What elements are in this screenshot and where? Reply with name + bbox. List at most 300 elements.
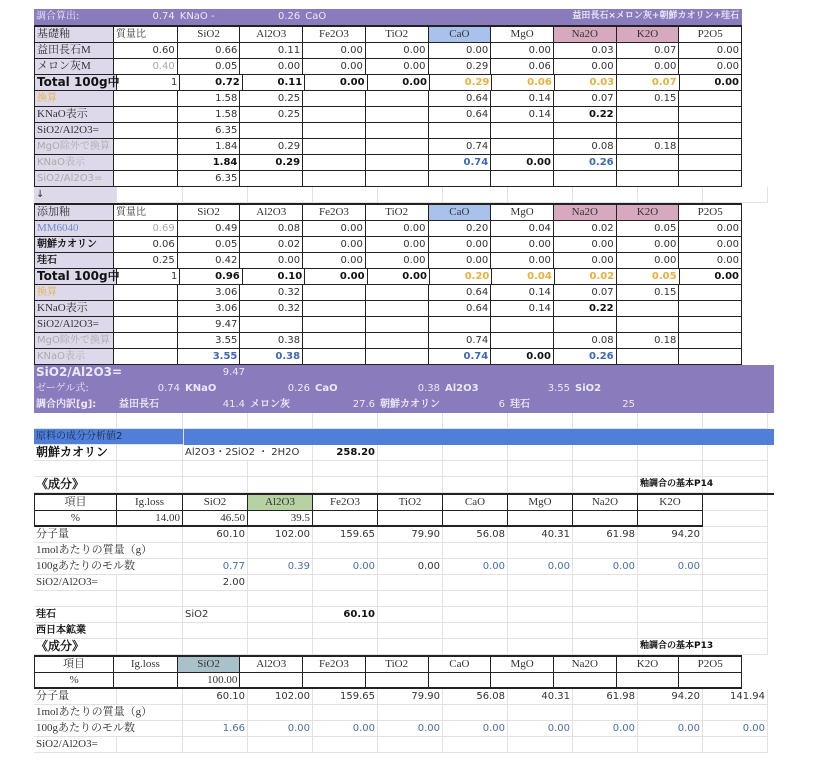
ratio-value[interactable]: 2.00 <box>183 575 248 591</box>
empty-cell[interactable] <box>443 591 508 607</box>
added-ratio-ratio[interactable] <box>114 317 178 333</box>
value[interactable]: 159.65 <box>313 689 378 705</box>
seger-key[interactable]: SiO2 <box>575 383 602 394</box>
empty-cell[interactable] <box>573 543 638 559</box>
summary-ratio-value[interactable]: 9.47 <box>222 367 245 378</box>
empty-cell[interactable] <box>443 543 508 559</box>
value[interactable]: 61.98 <box>573 689 638 705</box>
base-ratio-value[interactable]: 6.35 <box>178 123 241 139</box>
base-knao-ratio[interactable] <box>114 107 178 123</box>
column-header-na2o[interactable]: Na2O <box>554 205 617 221</box>
table2-pct[interactable] <box>366 673 429 689</box>
seibun-label[interactable]: 《成分》 <box>34 639 117 655</box>
empty-cell[interactable] <box>703 187 768 203</box>
base-ratio-value[interactable] <box>366 123 429 139</box>
table2-pct[interactable] <box>554 673 617 689</box>
value[interactable]: 56.08 <box>443 689 508 705</box>
added-total-value[interactable]: 0.00 <box>680 269 742 285</box>
empty-cell[interactable] <box>313 461 378 477</box>
base-ratio2-value[interactable] <box>679 171 742 187</box>
base-knao2-value[interactable] <box>617 155 680 171</box>
empty-cell[interactable] <box>34 413 117 429</box>
seger-value[interactable]: 0.26 <box>287 383 310 394</box>
table1-header[interactable]: TiO2 <box>378 495 443 511</box>
ratio-label[interactable]: SiO2/Al2O3= <box>34 737 117 753</box>
empty-cell[interactable] <box>638 445 703 461</box>
empty-cell[interactable] <box>117 591 183 607</box>
base-title[interactable]: 基礎釉 <box>34 27 114 43</box>
empty-cell[interactable] <box>378 445 443 461</box>
base-material-value[interactable]: 0.00 <box>679 59 742 75</box>
added-ratio-value[interactable] <box>240 317 303 333</box>
empty-cell[interactable] <box>183 413 248 429</box>
added-material-value[interactable]: 0.49 <box>178 221 241 237</box>
column-header-p2o5[interactable]: P2O5 <box>679 27 742 43</box>
empty-cell[interactable] <box>117 639 183 655</box>
column-header-k2o[interactable]: K2O <box>617 205 680 221</box>
added-kansan-value[interactable]: 0.15 <box>617 285 680 301</box>
empty-cell[interactable] <box>117 477 183 493</box>
base-mgo-value[interactable]: 0.29 <box>240 139 303 155</box>
added-material-value[interactable]: 0.00 <box>303 253 366 269</box>
base-mgo-value[interactable]: 0.74 <box>429 139 492 155</box>
table2-pct[interactable] <box>679 673 742 689</box>
mol-label[interactable]: 100gあたりのモル数 <box>34 721 183 737</box>
empty-cell[interactable] <box>508 445 573 461</box>
base-material-value[interactable]: 0.66 <box>178 43 241 59</box>
added-material-value[interactable]: 0.05 <box>178 237 241 253</box>
kaolin-formula[interactable]: Al2O3・2SiO2 ・ 2H2O <box>183 445 313 461</box>
added-kansan-value[interactable]: 0.07 <box>554 285 617 301</box>
added-material-value[interactable]: 0.04 <box>491 221 554 237</box>
base-material-value[interactable]: 0.06 <box>491 59 554 75</box>
empty-cell[interactable] <box>378 575 443 591</box>
base-material-label[interactable]: 益田長石M <box>34 43 114 59</box>
empty-cell[interactable] <box>703 575 768 591</box>
value[interactable]: 102.00 <box>248 527 313 543</box>
column-header-sio2[interactable]: SiO2 <box>178 205 241 221</box>
table1-header[interactable]: Fe2O3 <box>313 495 378 511</box>
empty-cell[interactable] <box>573 461 638 477</box>
base-ratio-value[interactable] <box>491 123 554 139</box>
added-material-value[interactable]: 0.00 <box>679 253 742 269</box>
base-knao2-value[interactable]: 0.74 <box>429 155 492 171</box>
added-material-value[interactable]: 0.00 <box>679 221 742 237</box>
empty-cell[interactable] <box>703 607 768 623</box>
base-knao2-value[interactable] <box>366 155 429 171</box>
keiseki-mw[interactable]: 60.10 <box>313 607 378 623</box>
added-material-label[interactable]: 珪石 <box>34 253 114 269</box>
base-material-label[interactable]: メロン灰M <box>34 59 114 75</box>
base-ratio2-label[interactable]: SiO2/Al2O3= <box>34 171 114 187</box>
added-title[interactable]: 添加釉 <box>34 205 114 221</box>
table1-header[interactable]: CaO <box>443 495 508 511</box>
value[interactable]: 0.39 <box>248 559 313 575</box>
added-mgo-value[interactable]: 0.38 <box>240 333 303 349</box>
column-header-k2o[interactable]: K2O <box>617 27 680 43</box>
added-knao-value[interactable]: 3.06 <box>178 301 241 317</box>
empty-cell[interactable] <box>638 623 703 639</box>
empty-cell[interactable] <box>638 705 703 721</box>
empty-cell[interactable] <box>508 705 573 721</box>
value[interactable]: 0.00 <box>703 721 768 737</box>
column-header-sio2[interactable]: SiO2 <box>178 27 241 43</box>
added-total-ratio[interactable]: 1 <box>117 269 180 285</box>
base-knao2-value[interactable] <box>679 155 742 171</box>
empty-cell[interactable] <box>378 591 443 607</box>
empty-cell[interactable] <box>117 413 183 429</box>
column-header-cao[interactable]: CaO <box>429 205 492 221</box>
value[interactable]: 0.00 <box>378 559 443 575</box>
base-total-value[interactable]: 0.29 <box>430 75 492 91</box>
recipe-material[interactable]: 益田長石 <box>119 399 159 410</box>
added-mgo-value[interactable]: 0.08 <box>554 333 617 349</box>
added-material-ratio[interactable]: 0.25 <box>114 253 178 269</box>
header-key-2[interactable]: CaO <box>305 11 327 22</box>
table1-header[interactable]: Ig.loss <box>117 495 183 511</box>
base-material-value[interactable]: 0.29 <box>429 59 492 75</box>
value[interactable]: 0.00 <box>443 721 508 737</box>
table1-pct[interactable] <box>573 511 638 527</box>
value[interactable]: 40.31 <box>508 689 573 705</box>
empty-cell[interactable] <box>378 477 443 493</box>
mass-label[interactable]: 1molあたりの質量（g） <box>34 543 183 559</box>
empty-cell[interactable] <box>508 737 573 753</box>
table1-pct[interactable] <box>378 511 443 527</box>
base-material-value[interactable]: 0.03 <box>554 43 617 59</box>
table2-pct[interactable]: % <box>34 673 114 689</box>
base-ratio-value[interactable] <box>429 123 492 139</box>
table2-header[interactable]: MgO <box>491 657 554 673</box>
header-title[interactable]: 調合算出: <box>36 11 80 22</box>
value[interactable] <box>117 527 183 543</box>
empty-cell[interactable] <box>248 623 313 639</box>
base-material-value[interactable]: 0.00 <box>303 59 366 75</box>
added-knao-value[interactable]: 0.22 <box>554 301 617 317</box>
base-ratio2-value[interactable]: 6.35 <box>178 171 241 187</box>
empty-cell[interactable] <box>638 381 703 397</box>
table2-header[interactable]: CaO <box>429 657 492 673</box>
empty-cell[interactable] <box>248 477 313 493</box>
added-ratio-value[interactable] <box>491 317 554 333</box>
base-knao2-value[interactable]: 0.26 <box>554 155 617 171</box>
reference-p13[interactable]: 釉調合の基本P13 <box>638 639 703 655</box>
base-ratio-value[interactable] <box>679 123 742 139</box>
base-mgo-value[interactable]: 0.18 <box>617 139 680 155</box>
table1-header[interactable]: MgO <box>508 495 573 511</box>
added-material-value[interactable]: 0.08 <box>240 221 303 237</box>
empty-cell[interactable] <box>638 187 703 203</box>
added-knao-value[interactable] <box>303 301 366 317</box>
empty-cell[interactable] <box>573 365 638 381</box>
value[interactable]: 0.00 <box>573 559 638 575</box>
empty-cell[interactable] <box>378 607 443 623</box>
table2-header[interactable]: K2O <box>617 657 680 673</box>
empty-cell[interactable] <box>443 445 508 461</box>
empty-cell[interactable] <box>443 607 508 623</box>
base-ratio-ratio[interactable] <box>114 123 178 139</box>
table1-pct[interactable] <box>443 511 508 527</box>
added-total-label[interactable]: Total 100g中 <box>34 269 117 285</box>
base-kansan-value[interactable]: 0.25 <box>240 91 303 107</box>
added-material-value[interactable]: 0.00 <box>491 237 554 253</box>
base-knao2-value[interactable] <box>303 155 366 171</box>
empty-cell[interactable] <box>34 461 117 477</box>
empty-cell[interactable] <box>183 591 248 607</box>
base-ratio2-value[interactable] <box>554 171 617 187</box>
seger-value[interactable]: 0.74 <box>157 383 180 394</box>
added-material-value[interactable]: 0.00 <box>240 253 303 269</box>
column-header-na2o[interactable]: Na2O <box>554 27 617 43</box>
base-total-ratio[interactable]: 1 <box>117 75 180 91</box>
added-total-value[interactable]: 0.96 <box>180 269 242 285</box>
added-knao2-value[interactable]: 0.38 <box>240 349 303 365</box>
table1-header[interactable]: 項目 <box>34 495 117 511</box>
empty-cell[interactable] <box>313 623 378 639</box>
empty-cell[interactable] <box>703 495 768 511</box>
added-knao-value[interactable] <box>617 301 680 317</box>
empty-cell[interactable] <box>573 737 638 753</box>
seibun-label[interactable]: 《成分》 <box>34 477 117 493</box>
seger-key[interactable]: CaO <box>315 383 338 394</box>
header-value-2[interactable]: 0.26 <box>277 11 301 22</box>
base-kansan-value[interactable] <box>679 91 742 107</box>
added-material-value[interactable]: 0.00 <box>366 253 429 269</box>
base-knao2-ratio[interactable] <box>114 155 178 171</box>
added-mgo-value[interactable]: 0.18 <box>617 333 680 349</box>
base-ratio2-value[interactable] <box>617 171 680 187</box>
value[interactable]: 61.98 <box>573 527 638 543</box>
added-material-ratio[interactable]: 0.06 <box>114 237 178 253</box>
column-header-fe2o3[interactable]: Fe2O3 <box>303 205 366 221</box>
column-header-fe2o3[interactable]: Fe2O3 <box>303 27 366 43</box>
added-knao2-ratio[interactable] <box>114 349 178 365</box>
table2-pct[interactable] <box>303 673 366 689</box>
added-material-value[interactable]: 0.00 <box>366 237 429 253</box>
base-mgo-value[interactable] <box>679 139 742 155</box>
base-total-value[interactable]: 0.07 <box>617 75 679 91</box>
row-label[interactable]: 分子量 <box>34 527 117 543</box>
seger-key[interactable]: Al2O3 <box>445 383 479 394</box>
empty-cell[interactable] <box>183 705 248 721</box>
empty-cell[interactable] <box>638 607 703 623</box>
base-knao-value[interactable]: 0.14 <box>491 107 554 123</box>
added-material-ratio[interactable]: 0.69 <box>114 221 178 237</box>
empty-cell[interactable] <box>491 9 554 25</box>
base-knao-label[interactable]: KNaO表示 <box>34 107 114 123</box>
base-material-value[interactable]: 0.00 <box>617 59 680 75</box>
empty-cell[interactable] <box>313 575 378 591</box>
table2-header[interactable]: Ig.loss <box>114 657 178 673</box>
empty-cell[interactable] <box>183 737 248 753</box>
added-material-label[interactable]: MM6040 <box>34 221 114 237</box>
base-material-value[interactable]: 0.00 <box>366 43 429 59</box>
table2-header[interactable]: Fe2O3 <box>303 657 366 673</box>
table2-pct[interactable] <box>491 673 554 689</box>
seger-value[interactable]: 0.38 <box>417 383 440 394</box>
empty-cell[interactable] <box>443 623 508 639</box>
empty-cell[interactable] <box>183 461 248 477</box>
table2-header[interactable]: Al2O3 <box>240 657 303 673</box>
value[interactable]: 94.20 <box>638 527 703 543</box>
table2-pct[interactable] <box>617 673 680 689</box>
table2-header[interactable]: P2O5 <box>679 657 742 673</box>
table1-header[interactable]: Al2O3 <box>248 495 313 511</box>
value[interactable]: 0.00 <box>378 721 443 737</box>
empty-cell[interactable] <box>378 413 443 429</box>
base-knao-value[interactable] <box>679 107 742 123</box>
empty-cell[interactable] <box>248 639 313 655</box>
empty-cell[interactable] <box>573 623 638 639</box>
added-knao-value[interactable]: 0.14 <box>491 301 554 317</box>
base-knao-value[interactable] <box>366 107 429 123</box>
empty-cell[interactable] <box>443 737 508 753</box>
empty-cell[interactable] <box>703 445 768 461</box>
empty-cell[interactable] <box>117 187 183 203</box>
value[interactable]: 1.66 <box>183 721 248 737</box>
empty-cell[interactable] <box>313 543 378 559</box>
added-mgo-value[interactable] <box>366 333 429 349</box>
base-knao2-value[interactable]: 0.29 <box>240 155 303 171</box>
base-total-value[interactable]: 0.00 <box>368 75 430 91</box>
column-header-p2o5[interactable]: P2O5 <box>679 205 742 221</box>
empty-cell[interactable] <box>703 559 768 575</box>
table1-pct[interactable] <box>638 511 703 527</box>
empty-cell[interactable] <box>703 623 768 639</box>
added-total-value[interactable]: 0.05 <box>617 269 679 285</box>
header-value-1[interactable]: 0.74 <box>152 11 175 22</box>
value[interactable]: 0.00 <box>638 559 703 575</box>
empty-cell[interactable] <box>703 591 768 607</box>
empty-cell[interactable] <box>638 397 703 413</box>
value[interactable]: 40.31 <box>508 527 573 543</box>
base-knao-value[interactable] <box>303 107 366 123</box>
reference-p14[interactable]: 釉調合の基本P14 <box>638 477 703 493</box>
empty-cell[interactable] <box>429 9 492 25</box>
base-material-ratio[interactable]: 0.60 <box>114 43 178 59</box>
empty-cell[interactable] <box>248 737 313 753</box>
base-knao2-value[interactable]: 1.84 <box>178 155 241 171</box>
table1-pct[interactable] <box>313 511 378 527</box>
table1-header[interactable]: Na2O <box>573 495 638 511</box>
added-knao-value[interactable] <box>679 301 742 317</box>
empty-cell[interactable] <box>703 477 768 493</box>
empty-cell[interactable] <box>703 381 768 397</box>
empty-cell[interactable] <box>443 639 508 655</box>
added-material-value[interactable]: 0.00 <box>429 237 492 253</box>
value[interactable]: 0.00 <box>313 721 378 737</box>
base-ratio-label[interactable]: SiO2/Al2O3= <box>34 123 114 139</box>
empty-cell[interactable] <box>313 591 378 607</box>
base-knao2-label[interactable]: KNaO表示 <box>34 155 114 171</box>
table2-pct[interactable]: 100.00 <box>178 673 241 689</box>
empty-cell[interactable] <box>573 705 638 721</box>
added-knao2-value[interactable]: 3.55 <box>178 349 241 365</box>
added-knao-value[interactable] <box>366 301 429 317</box>
empty-cell[interactable] <box>508 187 573 203</box>
header-key-1[interactable]: KNaO - <box>179 11 215 22</box>
empty-cell[interactable] <box>183 639 248 655</box>
value[interactable]: 141.94 <box>703 689 768 705</box>
value[interactable]: 79.90 <box>378 527 443 543</box>
empty-cell[interactable] <box>443 187 508 203</box>
recipe-amount[interactable]: 6 <box>498 399 505 410</box>
empty-cell[interactable] <box>573 413 638 429</box>
column-header-tio2[interactable]: TiO2 <box>366 205 429 221</box>
added-material-value[interactable]: 0.05 <box>617 221 680 237</box>
table1-header[interactable]: K2O <box>638 495 703 511</box>
base-ratio2-value[interactable] <box>429 171 492 187</box>
value[interactable]: 0.00 <box>508 721 573 737</box>
base-material-value[interactable]: 0.11 <box>240 43 303 59</box>
recipe-material[interactable]: 朝鮮カオリン <box>380 399 440 410</box>
added-knao2-value[interactable] <box>679 349 742 365</box>
empty-cell[interactable] <box>508 413 573 429</box>
value[interactable]: 0.00 <box>638 721 703 737</box>
empty-cell[interactable] <box>117 607 183 623</box>
table1-pct[interactable]: 14.00 <box>117 511 183 527</box>
base-ratio2-value[interactable] <box>366 171 429 187</box>
value[interactable]: 60.10 <box>183 689 248 705</box>
empty-cell[interactable] <box>703 639 768 655</box>
added-material-value[interactable]: 0.00 <box>617 237 680 253</box>
added-total-value[interactable]: 0.00 <box>368 269 430 285</box>
empty-cell[interactable] <box>638 461 703 477</box>
added-material-label[interactable]: 朝鮮カオリン <box>34 237 114 253</box>
column-header-tio2[interactable]: TiO2 <box>366 27 429 43</box>
added-total-value[interactable]: 0.20 <box>430 269 492 285</box>
table2-header[interactable]: SiO2 <box>178 657 241 673</box>
base-material-value[interactable]: 0.00 <box>679 43 742 59</box>
table2-header[interactable]: TiO2 <box>366 657 429 673</box>
base-knao-value[interactable]: 0.22 <box>554 107 617 123</box>
base-ratio-value[interactable] <box>617 123 680 139</box>
empty-cell[interactable] <box>313 365 378 381</box>
empty-cell[interactable] <box>703 511 768 527</box>
table1-pct[interactable]: 46.50 <box>183 511 248 527</box>
added-material-value[interactable]: 0.00 <box>554 253 617 269</box>
table2-pct[interactable] <box>240 673 303 689</box>
value[interactable]: 79.90 <box>378 689 443 705</box>
ratio-header[interactable]: 質量比 <box>114 205 178 221</box>
empty-cell[interactable] <box>313 705 378 721</box>
column-header-mgo[interactable]: MgO <box>491 205 554 221</box>
empty-cell[interactable] <box>378 639 443 655</box>
empty-cell[interactable] <box>117 623 183 639</box>
empty-cell[interactable] <box>638 543 703 559</box>
added-total-value[interactable]: 0.04 <box>492 269 554 285</box>
added-total-value[interactable]: 0.02 <box>555 269 617 285</box>
value[interactable]: 0.00 <box>313 559 378 575</box>
base-ratio2-value[interactable] <box>303 171 366 187</box>
recipe-label[interactable]: 調合内訳[g]: <box>36 399 97 410</box>
added-knao2-value[interactable] <box>617 349 680 365</box>
ratio-label[interactable]: SiO2/Al2O3= <box>34 575 117 591</box>
added-knao2-value[interactable] <box>366 349 429 365</box>
empty-cell[interactable] <box>638 575 703 591</box>
value[interactable]: 159.65 <box>313 527 378 543</box>
empty-cell[interactable] <box>703 527 768 543</box>
kaolin-mw[interactable]: 258.20 <box>313 445 378 461</box>
empty-cell[interactable] <box>248 413 313 429</box>
ratio-header[interactable]: 質量比 <box>114 27 178 43</box>
empty-cell[interactable] <box>248 591 313 607</box>
base-total-value[interactable]: 0.72 <box>180 75 242 91</box>
added-knao2-value[interactable] <box>303 349 366 365</box>
empty-cell[interactable] <box>117 365 183 381</box>
empty-cell[interactable] <box>183 187 248 203</box>
kaolin-name[interactable]: 朝鮮カオリン <box>34 445 117 461</box>
